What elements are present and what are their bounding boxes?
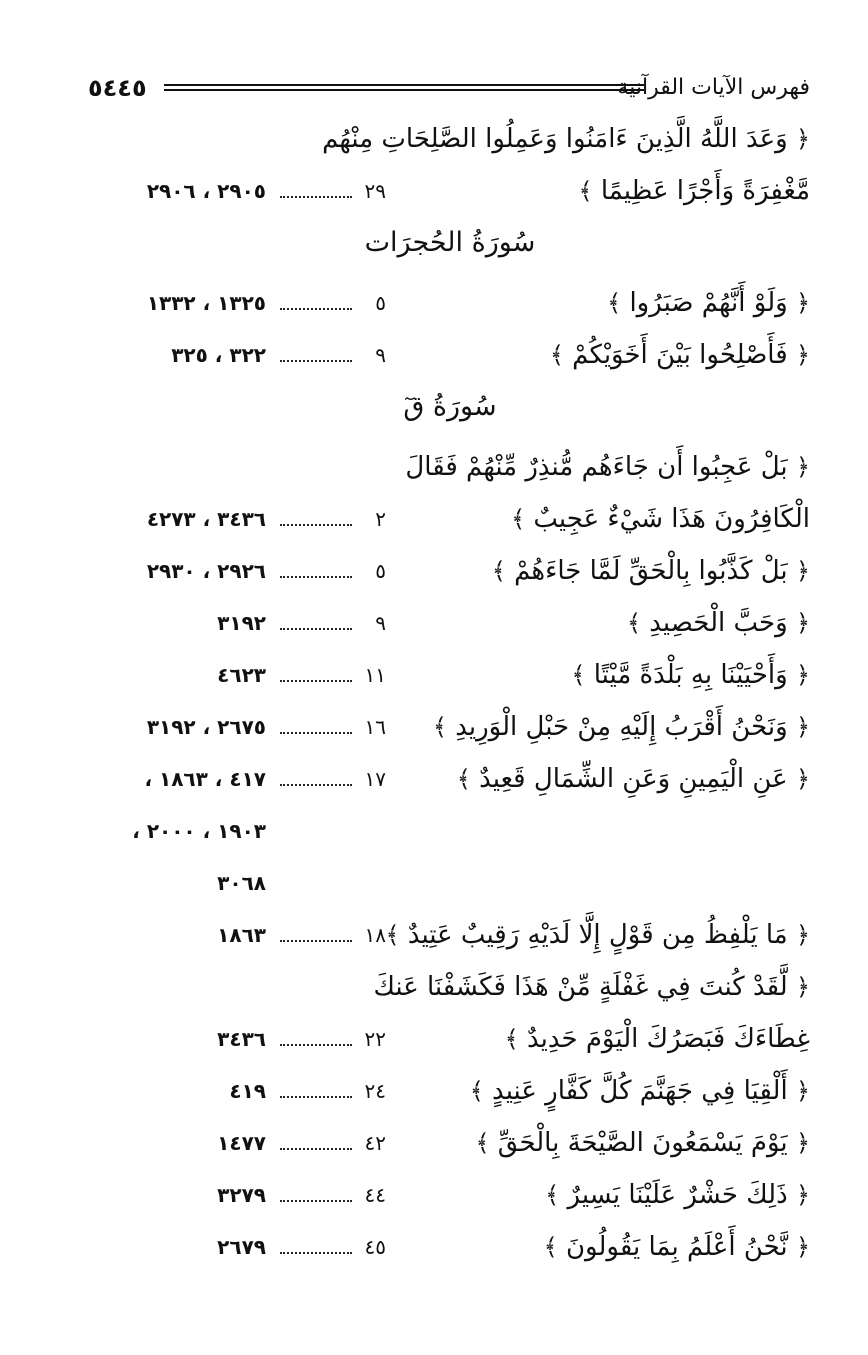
verse-line: لَّقَدْ كُنتَ فِي غَفْلَةٍ مِّنْ هَذَا فَكَشَفْنَا عَنكَ: [373, 972, 788, 1002]
ayah-number: ٢٩: [364, 179, 386, 203]
verse-line: يَوْمَ يَسْمَعُونَ الصَّيْحَةَ بِالْحَقِّ: [497, 1128, 788, 1158]
verse-row: [90, 649, 810, 701]
dot-leader: [280, 1148, 352, 1150]
verse-row: [90, 1221, 810, 1273]
open-ornate-bracket: ﴿: [795, 973, 810, 1001]
open-ornate-bracket: ﴿: [795, 341, 810, 369]
ayah-number: ٢: [375, 507, 386, 531]
verse-line: وَعَدَ اللَّهُ الَّذِينَ ءَامَنُوا وَعَمِلُوا الصَّلِحَاتِ مِنْهُم: [322, 124, 788, 154]
verse-text: [433, 701, 810, 753]
dot-leader: [280, 308, 352, 310]
page-references: ٣٢٧٩: [217, 1183, 266, 1207]
verse-text: [607, 277, 810, 329]
dot-leader: [280, 1252, 352, 1254]
verse-line: ذَلِكَ حَشْرٌ عَلَيْنَا يَسِيرٌ: [567, 1180, 788, 1210]
verse-line: غِطَاءَكَ فَبَصَرُكَ الْيَوْمَ حَدِيدٌ: [526, 1024, 810, 1054]
page-references: ٣٤٣٦: [217, 1027, 266, 1051]
close-ornate-bracket: ﴾: [571, 661, 586, 689]
page-references: ٣٢٢ ، ٣٢٥: [171, 343, 266, 367]
close-ornate-bracket: ﴾: [578, 177, 593, 205]
dot-leader: [280, 1044, 352, 1046]
verse-row: [90, 441, 810, 493]
open-ornate-bracket: ﴿: [795, 289, 810, 317]
open-ornate-bracket: ﴿: [795, 1129, 810, 1157]
ayah-number: ٩: [375, 343, 386, 367]
surah-heading: سُورَةُ الحُجرَات: [364, 227, 536, 258]
verse-text: [550, 329, 810, 381]
close-ornate-bracket: ﴾: [504, 1025, 519, 1053]
verse-text: [505, 1013, 810, 1065]
close-ornate-bracket: ﴾: [385, 921, 400, 949]
verse-row: [90, 597, 810, 649]
close-ornate-bracket: ﴾: [607, 289, 622, 317]
dot-leader: [280, 784, 352, 786]
page-references-continued: [90, 805, 810, 857]
ayah-number: ٥: [375, 559, 386, 583]
verse-row: [90, 909, 810, 961]
page-references: ١٨٦٣: [217, 923, 266, 947]
verse-line: وَحَبَّ الْحَصِيدِ: [649, 608, 788, 638]
page-references: ٢٩٠٥ ، ٢٩٠٦: [146, 179, 266, 203]
page-references: ١٤٧٧: [217, 1131, 266, 1155]
verse-text: [470, 1065, 810, 1117]
verse-row: [90, 961, 810, 1013]
page-references: ٣٠٦٨: [217, 871, 266, 895]
close-ornate-bracket: ﴾: [511, 505, 526, 533]
dot-leader: [280, 524, 352, 526]
verse-line: عَنِ الْيَمِينِ وَعَنِ الشِّمَالِ قَعِيدٌ: [479, 764, 788, 794]
open-ornate-bracket: ﴿: [795, 921, 810, 949]
ayah-number: ٩: [375, 611, 386, 635]
verse-text: [544, 1221, 810, 1273]
page-references: ٤١٧ ، ١٨٦٣ ،: [144, 767, 266, 791]
open-ornate-bracket: ﴿: [795, 1077, 810, 1105]
verse-text: [373, 961, 810, 1013]
page-number: ٥٤٤٥: [88, 74, 147, 102]
close-ornate-bracket: ﴾: [475, 1129, 490, 1157]
dot-leader: [280, 196, 352, 198]
page-references: ١٩٠٣ ، ٢٠٠٠ ،: [132, 819, 266, 843]
verse-line: بَلْ كَذَّبُوا بِالْحَقِّ لَمَّا جَاءَهُمْ: [514, 556, 788, 586]
page-references: ٤١٩: [229, 1079, 266, 1103]
verse-text: [511, 493, 810, 545]
verse-row: [90, 1013, 810, 1065]
open-ornate-bracket: ﴿: [795, 765, 810, 793]
page-references: ١٣٢٥ ، ١٣٣٢: [146, 291, 266, 315]
verse-text: [627, 597, 810, 649]
close-ornate-bracket: ﴾: [432, 713, 447, 741]
dot-leader: [280, 940, 352, 942]
page-references: ٤٦٢٣: [217, 663, 266, 687]
ayah-number: ٥: [375, 291, 386, 315]
page-references: ٢٦٧٥ ، ٣١٩٢: [146, 715, 266, 739]
verse-row: [90, 165, 810, 217]
ayah-number: ٢٢: [364, 1027, 386, 1051]
ayah-number: ١١: [364, 663, 386, 687]
verse-line: وَأَحْيَيْنَا بِهِ بَلْدَةً مَّيْتًا: [593, 660, 788, 690]
surah-heading: سُورَةُ قٓ: [403, 391, 497, 422]
ayah-number: ٤٤: [364, 1183, 386, 1207]
verse-line: وَنَحْنُ أَقْرَبُ إِلَيْهِ مِنْ حَبْلِ الْوَرِيدِ: [455, 712, 788, 742]
page-references-continued: [90, 857, 810, 909]
verse-row: [90, 329, 810, 381]
dot-leader: [280, 1200, 352, 1202]
verse-text: [475, 1117, 810, 1169]
verse-row: [90, 1065, 810, 1117]
open-ornate-bracket: ﴿: [795, 557, 810, 585]
ayah-number: ١٦: [364, 715, 386, 739]
ayah-number: ٤٥: [364, 1235, 386, 1259]
dot-leader: [280, 576, 352, 578]
close-ornate-bracket: ﴾: [491, 557, 506, 585]
ayah-number: ٢٤: [364, 1079, 386, 1103]
verse-row: [90, 113, 810, 165]
verse-row: [90, 701, 810, 753]
page-references: ٣٤٣٦ ، ٤٢٧٣: [146, 507, 266, 531]
running-title: فهرس الآيات القرآنية: [617, 75, 810, 100]
open-ornate-bracket: ﴿: [795, 609, 810, 637]
close-ornate-bracket: ﴾: [549, 341, 564, 369]
verse-row: [90, 1117, 810, 1169]
page-references: ٢٩٢٦ ، ٢٩٣٠: [146, 559, 266, 583]
verse-text: [492, 545, 810, 597]
verse-text: [545, 1169, 810, 1221]
verse-row: [90, 753, 810, 805]
ayah-number: ١٨: [364, 923, 386, 947]
verse-text: [385, 909, 810, 961]
close-ornate-bracket: ﴾: [543, 1233, 558, 1261]
open-ornate-bracket: ﴿: [795, 125, 810, 153]
verse-line: أَلْقِيَا فِي جَهَنَّمَ كُلَّ كَفَّارٍ عَنِيدٍ: [492, 1076, 788, 1106]
verse-text: [405, 441, 810, 493]
dot-leader: [280, 732, 352, 734]
dot-leader: [280, 628, 352, 630]
verse-row: [90, 545, 810, 597]
close-ornate-bracket: ﴾: [626, 609, 641, 637]
verse-text: [578, 165, 810, 217]
verse-row: [90, 493, 810, 545]
verse-line: فَأَصْلِحُوا بَيْنَ أَخَوَيْكُمْ: [572, 340, 788, 370]
dot-leader: [280, 680, 352, 682]
verse-line: الْكَافِرُونَ هَذَا شَيْءٌ عَجِيبٌ: [533, 504, 810, 534]
ayah-number: ٤٢: [364, 1131, 386, 1155]
open-ornate-bracket: ﴿: [795, 661, 810, 689]
ayah-number: ١٧: [364, 767, 386, 791]
open-ornate-bracket: ﴿: [795, 713, 810, 741]
dot-leader: [280, 1096, 352, 1098]
verse-line: نَّحْنُ أَعْلَمُ بِمَا يَقُولُونَ: [565, 1232, 788, 1262]
verse-text: [571, 649, 810, 701]
page-references: ٢٦٧٩: [217, 1235, 266, 1259]
verse-row: [90, 277, 810, 329]
page-references: ٣١٩٢: [217, 611, 266, 635]
verse-line: مَا يَلْفِظُ مِن قَوْلٍ إِلَّا لَدَيْهِ رَقِيبٌ عَتِيدٌ: [407, 920, 788, 950]
close-ornate-bracket: ﴾: [469, 1077, 484, 1105]
verse-line: بَلْ عَجِبُوا أَن جَاءَهُم مُّنذِرٌ مِّنْهُمْ فَقَالَ: [405, 452, 788, 482]
close-ornate-bracket: ﴾: [456, 765, 471, 793]
verse-text: [457, 753, 810, 805]
verse-line: وَلَوْ أَنَّهُمْ صَبَرُوا: [629, 288, 788, 318]
open-ornate-bracket: ﴿: [795, 1233, 810, 1261]
open-ornate-bracket: ﴿: [795, 1181, 810, 1209]
dot-leader: [280, 360, 352, 362]
verse-text: [322, 113, 810, 165]
open-ornate-bracket: ﴿: [795, 453, 810, 481]
close-ornate-bracket: ﴾: [545, 1181, 560, 1209]
verse-row: [90, 1169, 810, 1221]
verse-line: مَّغْفِرَةً وَأَجْرًا عَظِيمًا: [600, 176, 810, 206]
